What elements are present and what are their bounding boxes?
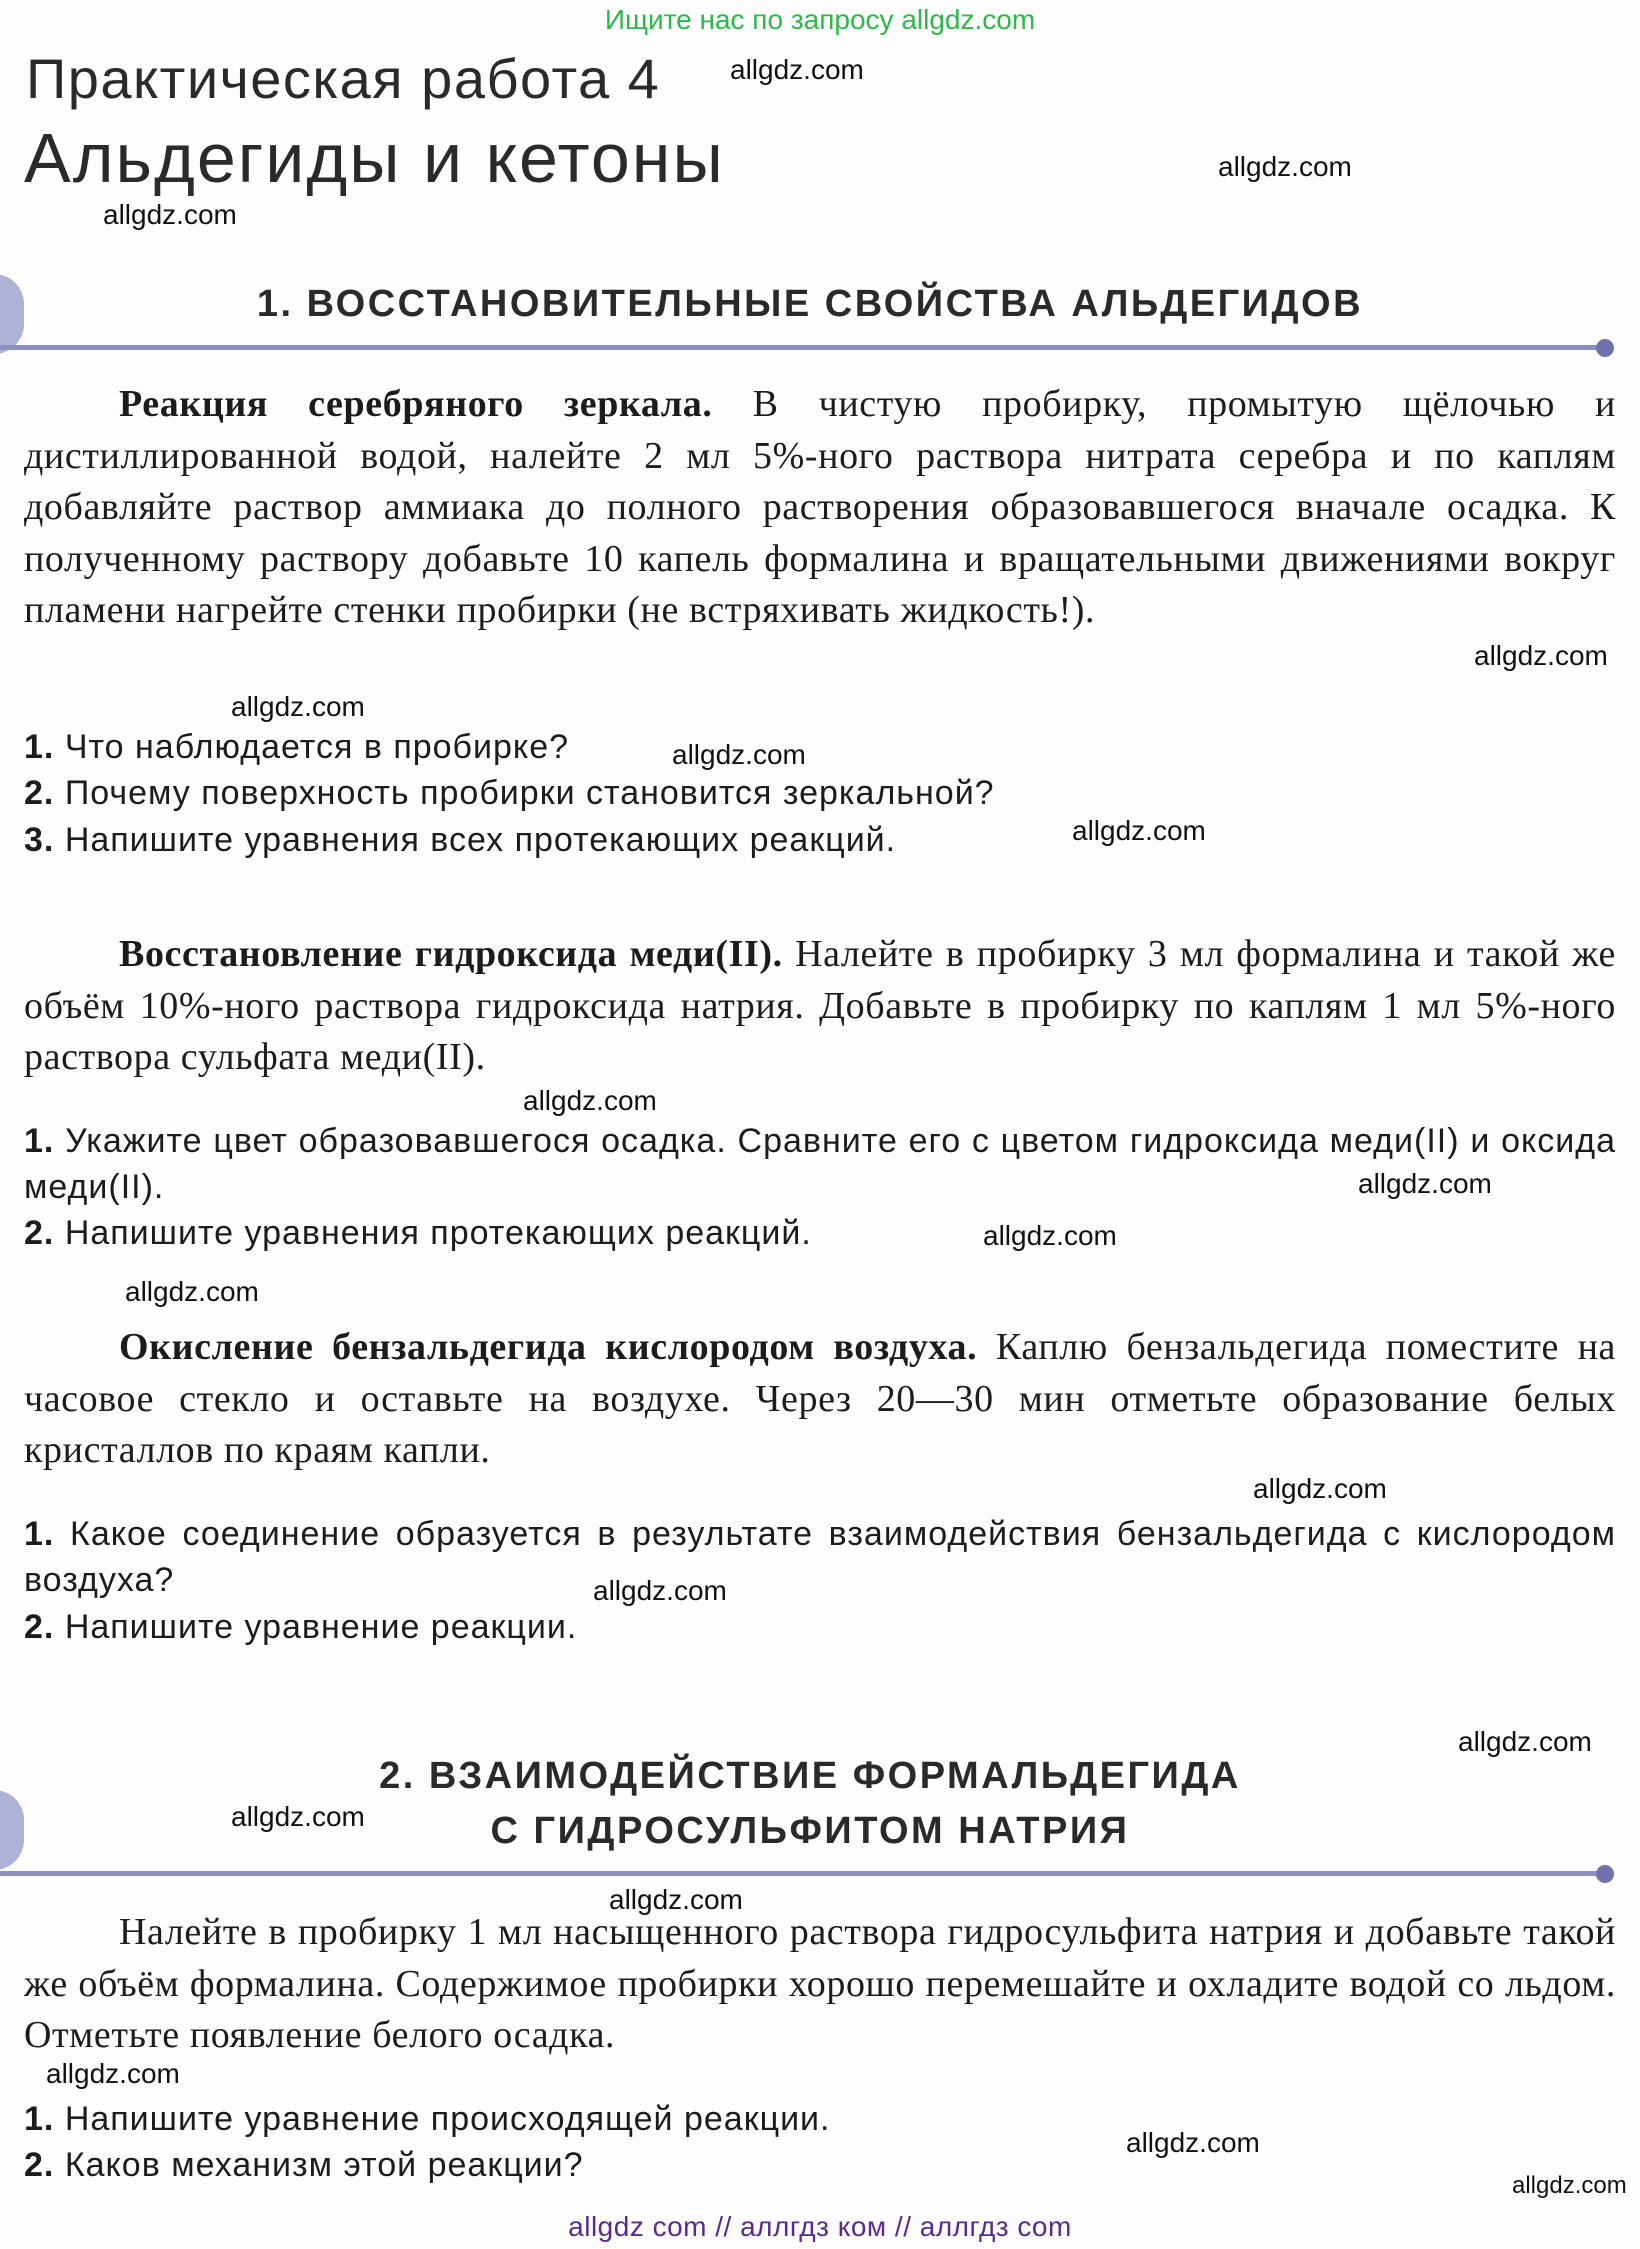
section-1-heading: 1. ВОССТАНОВИТЕЛЬНЫЕ СВОЙСТВА АЛЬДЕГИДОВ [256,283,1364,325]
watermark: allgdz.com [1474,640,1608,671]
experiment-1-title: Реакция серебряного зеркала. [119,383,713,425]
bottom-banner[interactable]: allgdz com // аллгдз ком // аллгдз com [568,2211,1072,2242]
watermark: allgdz.com [1253,1473,1387,1504]
question: 2. Каков механизм этой реакции? [24,2146,584,2184]
watermark: allgdz.com [1126,2127,1260,2158]
watermark: allgdz.com [125,1276,259,1307]
watermark: allgdz.com [231,1801,365,1832]
question: 2. Напишите уравнения протекающих реакций. [24,1214,812,1252]
question: 3. Напишите уравнения всех протекающих реакций. [24,821,897,859]
watermark: allgdz.com [1218,151,1352,182]
top-banner[interactable]: Ищите нас по запросу allgdz.com [604,4,1036,35]
watermark: allgdz.com [1072,815,1206,846]
watermark: allgdz.com [103,199,237,230]
watermark: allgdz.com [523,1085,657,1116]
watermark: allgdz.com [1358,1168,1492,1199]
experiment-2-title: Восстановление гидроксида меди(II). [119,933,783,975]
watermark: allgdz.com [1512,2172,1627,2199]
experiment-1-text: В чистую пробирку, промытую щёлочью и дистиллированной водой, налейте 2 мл 5%-ного раствора нитрата серебра и по каплям добавляйте раствор аммиака до полного растворения образовавшегося вначале осадка. К полученному раствору добавьте 10 капель формалина и вращательными движениями вокруг пламени нагрейте стенки пробирки (не встряхивать жидкость!). [24,383,1616,631]
section-rule-dot [1596,1865,1614,1883]
watermark: allgdz.com [609,1884,743,1915]
experiment-3-text: Каплю бензальдегида поместите на часовое стекло и оставьте на воздухе. Через 20—30 мин отметьте образование белых кристаллов по краям капли. [24,1326,1616,1471]
watermark: allgdz.com [46,2058,180,2089]
experiment-3-paragraph [24,1322,1616,1477]
experiment-4-paragraph [24,1907,1616,2062]
experiment-2-text: Налейте в пробирку 3 мл формалина и такой же объём 10%-ного раствора гидроксида натрия. Добавьте в пробирку по каплям 1 мл 5%-ного раствора сульфата меди(II). [24,933,1616,1078]
question: 1. Напишите уравнение происходящей реакции. [24,2100,831,2138]
section-rule [0,345,1600,350]
watermark: allgdz.com [983,1220,1117,1251]
question: 2. Почему поверхность пробирки становится зеркальной? [24,774,995,812]
experiment-4-text: Налейте в пробирку 1 мл насыщенного раствора гидросульфита натрия и добавьте такой же объём формалина. Содержимое пробирки хорошо перемешайте и охладите водой со льдом. Отметьте появление белого осадка. [24,1911,1616,2056]
watermark: allgdz.com [1458,1726,1592,1757]
watermark: allgdz.com [231,691,365,722]
experiment-2-paragraph [24,929,1616,1084]
section-rule-dot [1596,339,1614,357]
watermark: allgdz.com [593,1575,727,1606]
section-rule [0,1871,1600,1876]
work-subtitle: Альдегиды и кетоны [24,119,725,197]
experiment-1-paragraph [24,379,1616,637]
work-title: Практическая работа 4 [26,47,661,110]
question: 1. Укажите цвет образовавшегося осадка. Сравните его с цветом гидроксида меди(II) и оксида меди(II). [24,1122,1616,1206]
question: 1. Что наблюдается в пробирке? [24,728,570,766]
experiment-3-title: Окисление бензальдегида кислородом воздуха. [119,1326,978,1368]
question: 1. Какое соединение образуется в результате взаимодействия бензальдегида с кислородом воздуха? [24,1515,1616,1599]
question: 2. Напишите уравнение реакции. [24,1608,578,1646]
section-2-heading-line2: С ГИДРОСУЛЬФИТОМ НАТРИЯ [490,1810,1130,1852]
watermark: allgdz.com [672,739,806,770]
watermark: allgdz.com [730,54,864,85]
section-2-heading-line1: 2. ВЗАИМОДЕЙСТВИЕ ФОРМАЛЬДЕГИДА [379,1755,1241,1797]
